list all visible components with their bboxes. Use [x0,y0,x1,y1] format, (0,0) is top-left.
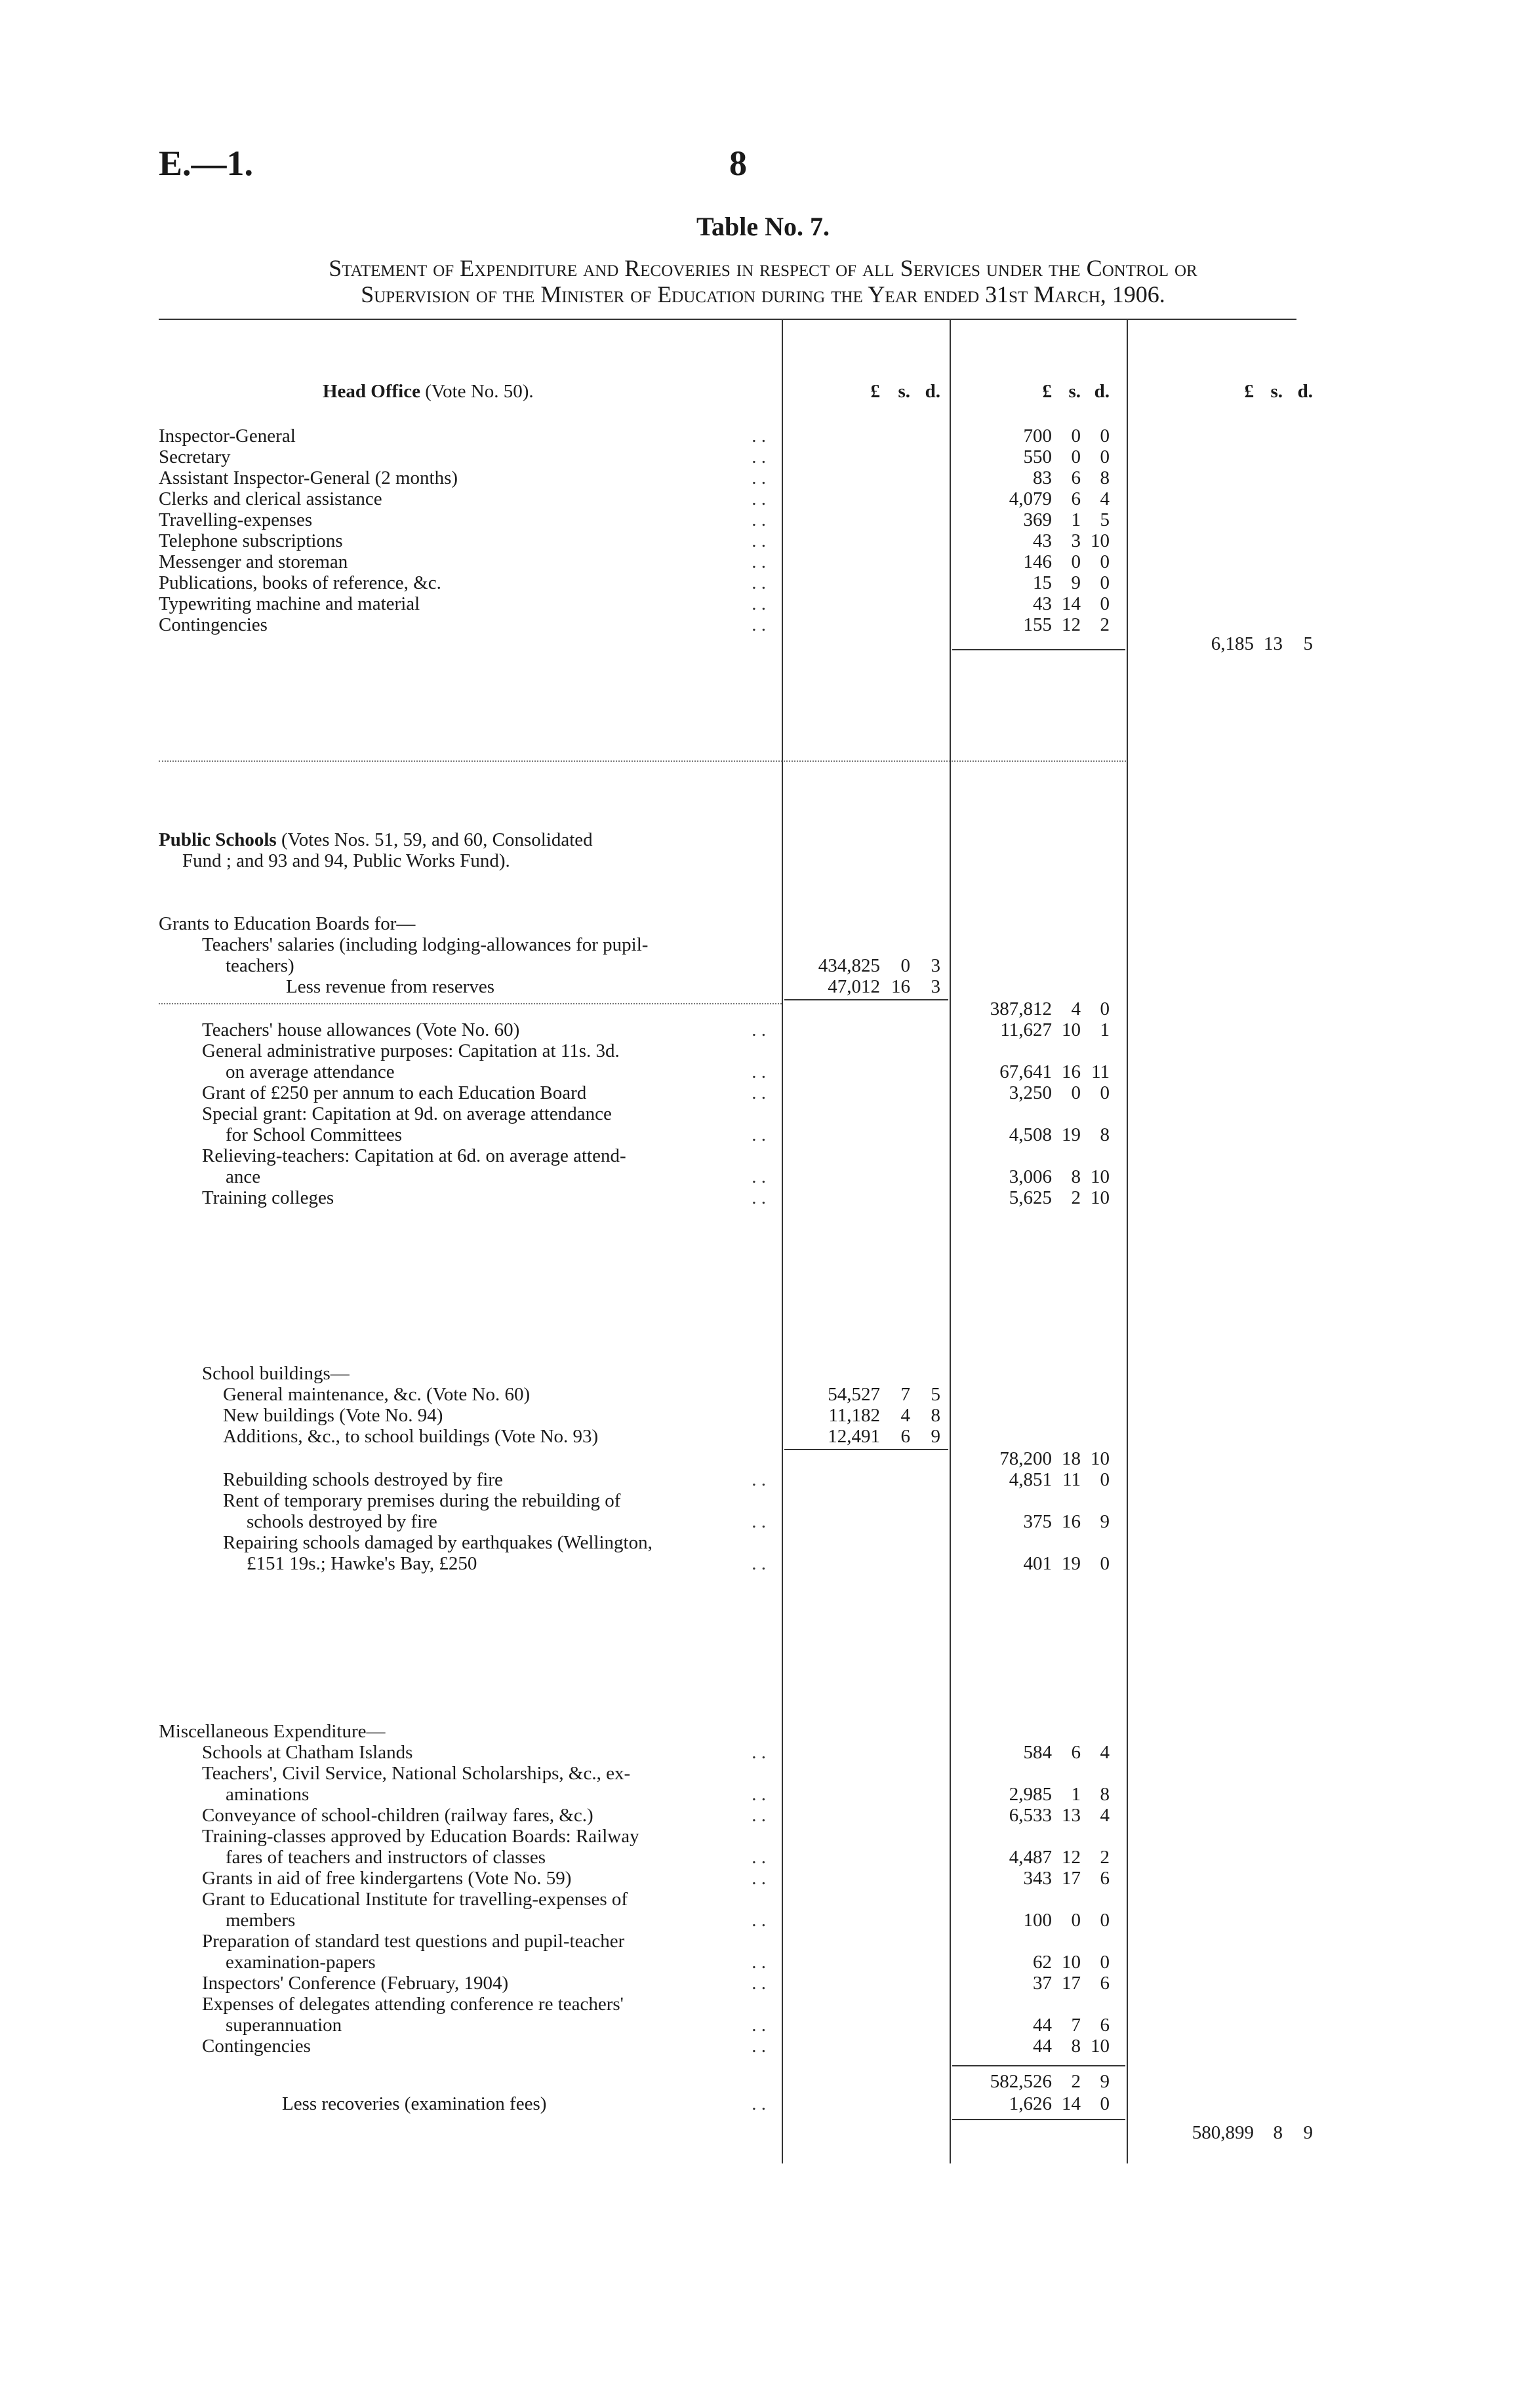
exams-pence: 8 [1100,1784,1110,1805]
repairing-row [0,1552,1526,1575]
row-label: Secretary [159,446,231,467]
relieving-pounds: 3,006 [1009,1166,1052,1187]
gross-total-shillings: 2 [1071,2071,1081,2092]
row-pounds: 43 [1033,530,1052,551]
less-revenue-pence: 3 [931,976,940,997]
row-pence: 0 [1100,551,1110,572]
table-subtitle-line2: Supervision of the Minister of Education during the Year ended 31st March, 1906. [361,281,1165,307]
grant-250-row [0,1082,1526,1104]
net-total-row [0,2122,1526,2144]
page-number: 8 [729,144,747,183]
special-grant-pence: 8 [1100,1124,1110,1145]
row-label: Messenger and storeman [159,551,348,572]
repairing-line2: £151 19s.; Hawke's Bay, £250 [247,1553,477,1574]
row-leader: . . [752,551,766,572]
less-recoveries-row [0,2093,1526,2115]
misc-heading: Miscellaneous Expenditure— [159,1721,386,1742]
maintenance-label: General maintenance, &c. (Vote No. 60) [223,1384,531,1405]
special-grant-pounds: 4,508 [1009,1124,1052,1145]
exams-line1: Teachers', Civil Service, National Scholarships, &c., ex- [202,1763,631,1784]
net-total-rule [952,2119,1125,2120]
less-revenue-label: Less revenue from reserves [286,976,495,997]
contingencies-row [0,2035,1526,2057]
conveyance-shillings: 13 [1062,1805,1081,1826]
gross-total-pounds: 582,526 [990,2071,1052,2092]
delegates-line2: superannuation [226,2015,342,2036]
grant-250-pence: 0 [1100,1082,1110,1103]
grants-heading: Grants to Education Boards for— [159,913,416,934]
net-total-pence: 9 [1303,2122,1313,2143]
row-label: Typewriting machine and material [159,593,420,614]
kindergartens-row [0,1867,1526,1889]
row-leader: . . [752,2015,766,2036]
institute-pence: 0 [1100,1910,1110,1931]
col2-shilling-heading: s. [1068,381,1081,402]
institute-pounds: 100 [1023,1910,1052,1931]
gross-total-rule [952,2065,1125,2066]
grant-250-pounds: 3,250 [1009,1082,1052,1103]
table-row [0,467,1526,489]
row-pence: 8 [1100,467,1110,488]
maintenance-pounds: 54,527 [828,1384,880,1405]
contingencies-label: Contingencies [202,2036,311,2057]
kindergartens-pounds: 343 [1023,1868,1052,1889]
house-allowances-row [0,1019,1526,1041]
teachers-salaries-pence: 3 [931,955,940,976]
general-admin-shillings: 16 [1062,1061,1081,1082]
delegates-row [0,2014,1526,2036]
conference-row [0,1972,1526,1994]
chatham-shillings: 6 [1071,1742,1081,1763]
table-row [0,488,1526,510]
col1-pound-heading: £ [870,381,880,402]
additions-row [0,1425,1526,1448]
institute-line1: Grant to Educational Institute for travelling-expenses of [202,1889,628,1910]
new-buildings-shillings: 4 [900,1405,910,1426]
rebuilding-pence: 0 [1100,1469,1110,1490]
col2-pound-heading: £ [1042,381,1052,402]
training-colleges-row [0,1187,1526,1209]
buildings-total-shillings: 18 [1062,1448,1081,1469]
general-admin-pounds: 67,641 [999,1061,1052,1082]
col3-pence-heading: d. [1297,381,1313,402]
row-leader: . . [752,1742,766,1763]
training-classes-pounds: 4,487 [1009,1847,1052,1868]
row-label: Travelling-expenses [159,509,313,530]
repairing-pounds: 401 [1023,1553,1052,1574]
conference-label: Inspectors' Conference (February, 1904) [202,1973,509,1994]
total-pounds: 6,185 [1211,633,1254,654]
row-shillings: 12 [1062,614,1081,635]
row-shillings: 0 [1071,551,1081,572]
col3-shilling-heading: s. [1270,381,1283,402]
row-leader: . . [752,1469,766,1490]
row-shillings: 6 [1071,488,1081,509]
row-leader: . . [752,1805,766,1826]
house-allowances-label: Teachers' house allowances (Vote No. 60) [202,1019,520,1040]
school-buildings-heading: School buildings— [202,1363,350,1384]
net-salaries-pence: 0 [1100,998,1110,1019]
maintenance-shillings: 7 [900,1384,910,1405]
repairing-line1: Repairing schools damaged by earthquakes (Wellington, [223,1532,653,1553]
table-row [0,530,1526,552]
row-pounds: 43 [1033,593,1052,614]
head-office-heading: Head Office [323,381,420,402]
buildings-total-pence: 10 [1091,1448,1110,1469]
net-salaries-shillings: 4 [1071,998,1081,1019]
row-shillings: 0 [1071,446,1081,467]
row-pounds: 4,079 [1009,488,1052,509]
row-pounds: 83 [1033,467,1052,488]
maintenance-pence: 5 [931,1384,940,1405]
conveyance-pence: 4 [1100,1805,1110,1826]
row-leader: . . [752,1868,766,1889]
house-allowances-shillings: 10 [1062,1019,1081,1040]
public-schools-heading-bold: Public Schools [159,829,277,850]
table-row [0,593,1526,615]
teachers-salaries-line1: Teachers' salaries (including lodging-allowances for pupil- [202,934,649,955]
row-leader: . . [752,509,766,530]
public-schools-heading-line2: Fund ; and 93 and 94, Public Works Fund). [182,850,510,871]
chatham-pence: 4 [1100,1742,1110,1763]
additions-pounds: 12,491 [828,1426,880,1447]
row-leader: . . [752,593,766,614]
row-pence: 0 [1100,593,1110,614]
row-shillings: 14 [1062,593,1081,614]
relieving-line2: ance [226,1166,261,1187]
conveyance-row [0,1804,1526,1826]
gross-total-pence: 9 [1100,2071,1110,2092]
training-classes-shillings: 12 [1062,1847,1081,1868]
relieving-line1: Relieving-teachers: Capitation at 6d. on average attend- [202,1145,626,1166]
relieving-pence: 10 [1091,1166,1110,1187]
conveyance-label: Conveyance of school-children (railway fares, &c.) [202,1805,593,1826]
general-admin-pence: 11 [1091,1061,1110,1082]
row-shillings: 1 [1071,509,1081,530]
table-row [0,551,1526,573]
row-leader: . . [752,425,766,446]
teachers-salaries-line2: teachers) [226,955,294,976]
row-shillings: 9 [1071,572,1081,593]
row-leader: . . [752,2036,766,2057]
row-shillings: 3 [1071,530,1081,551]
house-allowances-pounds: 11,627 [1000,1019,1052,1040]
contingencies-shillings: 8 [1071,2036,1081,2057]
repairing-shillings: 19 [1062,1553,1081,1574]
total-shillings: 13 [1264,633,1283,654]
col3-pound-heading: £ [1244,381,1254,402]
less-revenue-pounds: 47,012 [828,976,880,997]
row-pounds: 369 [1023,509,1052,530]
row-leader: . . [752,1124,766,1145]
table-row [0,425,1526,447]
row-pounds: 146 [1023,551,1052,572]
general-admin-row [0,1061,1526,1083]
buildings-total-pounds: 78,200 [999,1448,1052,1469]
less-recoveries-shillings: 14 [1062,2093,1081,2114]
buildings-total-row [0,1448,1526,1470]
row-leader: . . [752,1019,766,1040]
rent-pounds: 375 [1023,1511,1052,1532]
chatham-label: Schools at Chatham Islands [202,1742,413,1763]
institute-row [0,1909,1526,1931]
test-questions-pence: 0 [1100,1952,1110,1973]
delegates-pence: 6 [1100,2015,1110,2036]
conference-shillings: 17 [1062,1973,1081,1994]
row-pounds: 550 [1023,446,1052,467]
test-questions-row [0,1951,1526,1973]
row-leader: . . [752,614,766,635]
table-row [0,446,1526,468]
contingencies-pence: 10 [1091,2036,1110,2057]
new-buildings-row [0,1404,1526,1427]
row-shillings: 0 [1071,425,1081,446]
special-grant-row [0,1124,1526,1146]
exams-shillings: 1 [1071,1784,1081,1805]
gross-total-row [0,2070,1526,2093]
row-leader: . . [752,572,766,593]
training-classes-line1: Training-classes approved by Education Boards: Railway [202,1826,639,1847]
row-label: Assistant Inspector-General (2 months) [159,467,458,488]
net-total-shillings: 8 [1273,2122,1283,2143]
new-buildings-label: New buildings (Vote No. 94) [223,1405,443,1426]
institute-shillings: 0 [1071,1910,1081,1931]
row-leader: . . [752,530,766,551]
section-divider-dotted [159,760,1126,762]
test-questions-line2: examination-papers [226,1952,376,1973]
maintenance-row [0,1383,1526,1406]
row-pence: 0 [1100,446,1110,467]
row-pence: 0 [1100,572,1110,593]
row-pence: 10 [1091,530,1110,551]
chatham-row [0,1741,1526,1764]
new-buildings-pence: 8 [931,1405,940,1426]
new-buildings-pounds: 11,182 [828,1405,880,1426]
special-grant-line2: for School Committees [226,1124,403,1145]
row-pence: 5 [1100,509,1110,530]
row-leader: . . [752,1784,766,1805]
head-office-heading-vote: (Vote No. 50). [420,381,534,402]
conveyance-pounds: 6,533 [1009,1805,1052,1826]
col1-shilling-heading: s. [898,381,910,402]
training-colleges-pounds: 5,625 [1009,1187,1052,1208]
kindergartens-pence: 6 [1100,1868,1110,1889]
row-pence: 0 [1100,425,1110,446]
grant-250-label: Grant of £250 per annum to each Education Board [202,1082,587,1103]
contingencies-pounds: 44 [1033,2036,1052,2057]
row-leader: . . [752,2093,766,2114]
rent-line1: Rent of temporary premises during the rebuilding of [223,1490,621,1511]
table-top-rule [159,319,1296,320]
row-pounds: 15 [1033,572,1052,593]
row-leader: . . [752,1187,766,1208]
rent-shillings: 16 [1062,1511,1081,1532]
delegates-pounds: 44 [1033,2015,1052,2036]
document-reference: E.—1. [159,144,254,183]
col2-pence-heading: d. [1094,381,1110,402]
row-leader: . . [752,1847,766,1868]
additions-shillings: 6 [900,1426,910,1447]
row-label: Publications, books of reference, &c. [159,572,441,593]
net-salaries-row [0,998,1526,1020]
table-title: Table No. 7. [696,212,830,241]
grant-250-shillings: 0 [1071,1082,1081,1103]
conference-pence: 6 [1100,1973,1110,1994]
row-leader: . . [752,1553,766,1574]
repairing-pence: 0 [1100,1553,1110,1574]
table-subtitle-line1: Statement of Expenditure and Recoveries in respect of all Services under the Control or [329,255,1197,281]
training-colleges-shillings: 2 [1071,1187,1081,1208]
less-recoveries-pence: 0 [1100,2093,1110,2114]
less-recoveries-pounds: 1,626 [1009,2093,1052,2114]
row-label: Telephone subscriptions [159,530,343,551]
exams-pounds: 2,985 [1009,1784,1052,1805]
conference-pounds: 37 [1033,1973,1052,1994]
table-row [0,509,1526,531]
col1-pence-heading: d. [925,381,940,402]
row-pence: 4 [1100,488,1110,509]
public-schools-heading-votes: (Votes Nos. 51, 59, and 60, Consolidated [276,829,593,850]
less-recoveries-label: Less recoveries (examination fees) [282,2093,547,2114]
training-colleges-pence: 10 [1091,1187,1110,1208]
row-pounds: 155 [1023,614,1052,635]
training-classes-row [0,1846,1526,1868]
delegates-shillings: 7 [1071,2015,1081,2036]
relieving-row [0,1166,1526,1188]
training-colleges-label: Training colleges [202,1187,334,1208]
net-total-pounds: 580,899 [1192,2122,1254,2143]
test-questions-pounds: 62 [1033,1952,1052,1973]
delegates-line1: Expenses of delegates attending conference re teachers' [202,1994,624,2015]
total-pence: 5 [1303,633,1313,654]
chatham-pounds: 584 [1023,1742,1052,1763]
exams-row [0,1783,1526,1806]
exams-line2: aminations [226,1784,310,1805]
row-leader: . . [752,467,766,488]
row-shillings: 6 [1071,467,1081,488]
row-leader: . . [752,1061,766,1082]
row-leader: . . [752,1910,766,1931]
kindergartens-shillings: 17 [1062,1868,1081,1889]
net-salaries-pounds: 387,812 [990,998,1052,1019]
kindergartens-label: Grants in aid of free kindergartens (Vote No. 59) [202,1868,572,1889]
row-pence: 2 [1100,614,1110,635]
row-leader: . . [752,1973,766,1994]
training-classes-line2: fares of teachers and instructors of classes [226,1847,546,1868]
rent-pence: 9 [1100,1511,1110,1532]
row-label: Contingencies [159,614,268,635]
additions-pence: 9 [931,1426,940,1447]
rebuilding-row [0,1469,1526,1491]
row-leader: . . [752,1166,766,1187]
rebuilding-pounds: 4,851 [1009,1469,1052,1490]
house-allowances-pence: 1 [1100,1019,1110,1040]
rebuilding-label: Rebuilding schools destroyed by fire [223,1469,503,1490]
relieving-shillings: 8 [1071,1166,1081,1187]
row-leader: . . [752,488,766,509]
test-questions-shillings: 10 [1062,1952,1081,1973]
test-questions-line1: Preparation of standard test questions and pupil-teacher [202,1931,625,1952]
row-label: Inspector-General [159,425,296,446]
rent-line2: schools destroyed by fire [247,1511,437,1532]
less-revenue-row [0,976,1526,998]
training-classes-pence: 2 [1100,1847,1110,1868]
institute-line2: members [226,1910,296,1931]
teachers-salaries-shillings: 0 [900,955,910,976]
less-revenue-shillings: 16 [891,976,910,997]
teachers-salaries-pounds: 434,825 [818,955,880,976]
row-leader: . . [752,1952,766,1973]
rent-row [0,1510,1526,1533]
head-office-total-row [0,633,1526,655]
additions-label: Additions, &c., to school buildings (Vote No. 93) [223,1426,599,1447]
row-leader: . . [752,1511,766,1532]
row-leader: . . [752,1082,766,1103]
row-pounds: 700 [1023,425,1052,446]
special-grant-line1: Special grant: Capitation at 9d. on average attendance [202,1103,612,1124]
public-schools-heading [159,829,593,851]
rebuilding-shillings: 11 [1062,1469,1081,1490]
special-grant-shillings: 19 [1062,1124,1081,1145]
row-leader: . . [752,446,766,467]
teachers-salaries-row [0,955,1526,977]
row-label: Clerks and clerical assistance [159,488,382,509]
general-admin-line1: General administrative purposes: Capitation at 11s. 3d. [202,1040,620,1061]
general-admin-line2: on average attendance [226,1061,395,1082]
table-row [0,572,1526,594]
